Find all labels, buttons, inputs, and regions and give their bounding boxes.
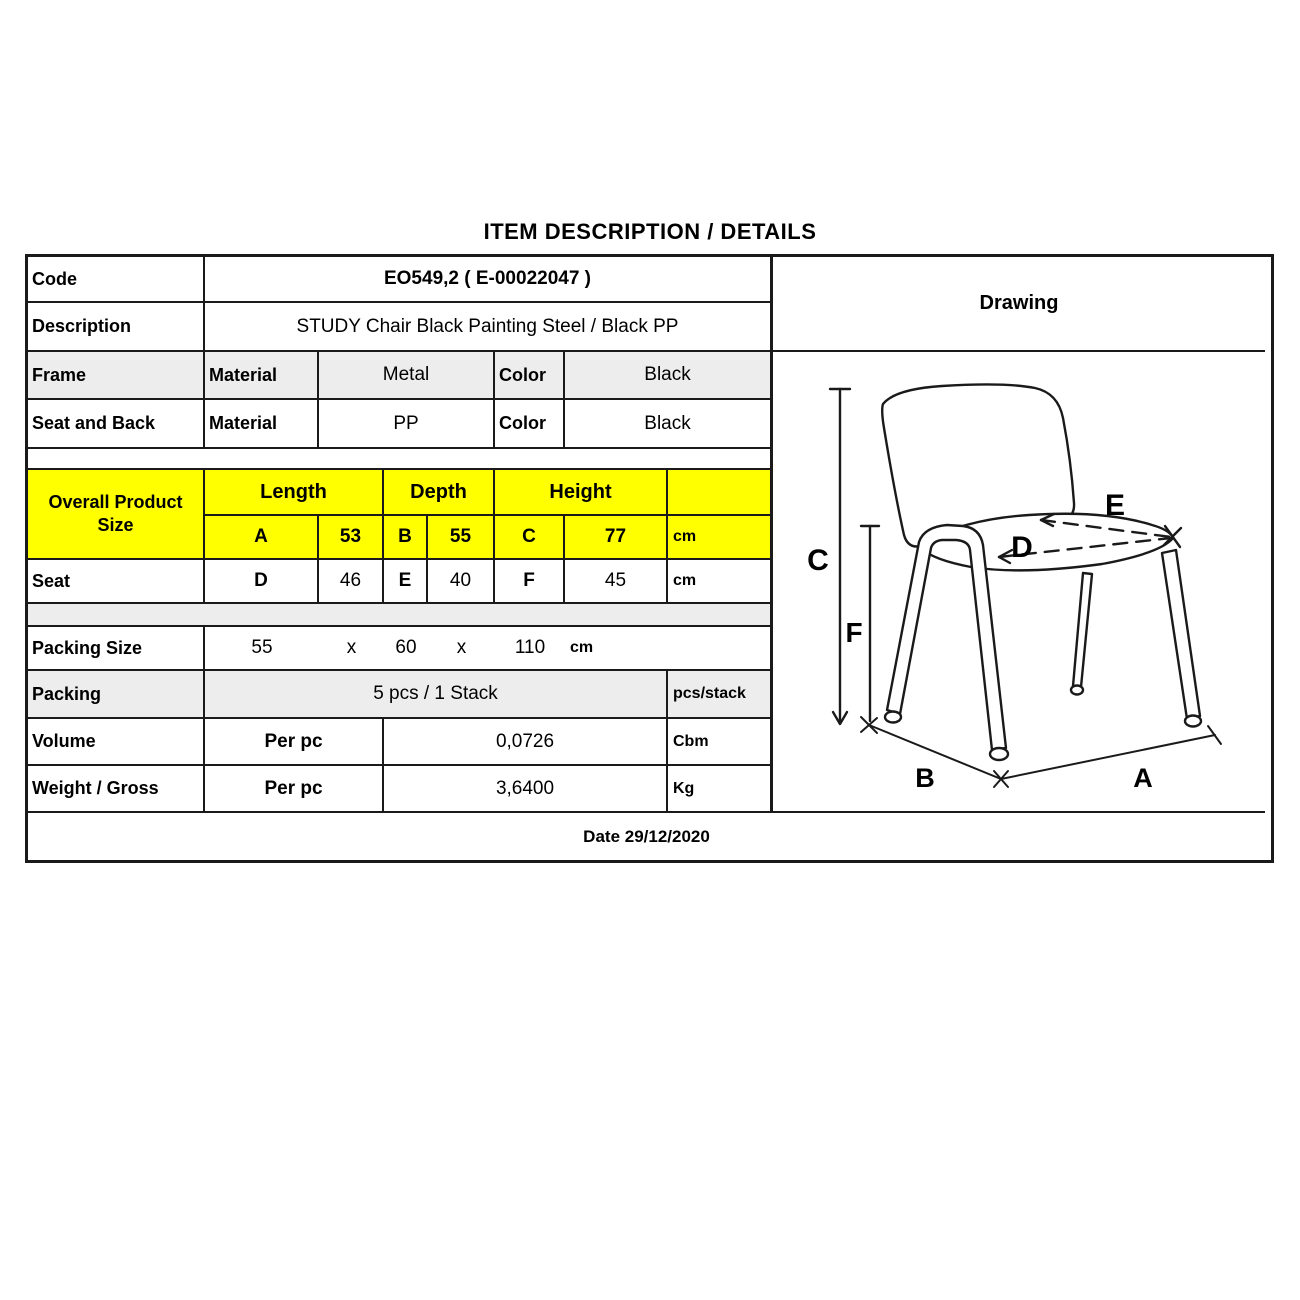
- chair-back-right-leg: [1071, 573, 1092, 695]
- code-row: [28, 257, 770, 303]
- dim-c-value: 77: [565, 516, 668, 558]
- seat-back-material-label: Material: [205, 400, 319, 447]
- weight-value: 3,6400: [384, 766, 668, 811]
- packing-size-row: [28, 627, 770, 671]
- packing-size-value-3: 110: [514, 637, 546, 658]
- dim-c-key: C: [495, 516, 565, 558]
- packing-size-value-2: 60: [395, 637, 417, 658]
- packing-size-sep-2: x: [456, 637, 467, 658]
- drawing-label-a: A: [1133, 763, 1153, 793]
- chair-drawing: [773, 352, 1266, 809]
- seat-back-row: [28, 400, 770, 449]
- length-header: Length: [205, 470, 384, 514]
- packing-unit: pcs/stack: [673, 685, 746, 702]
- volume-label: Volume: [28, 719, 205, 764]
- overall-unit: cm: [673, 528, 697, 545]
- overall-size-block: [28, 470, 770, 560]
- dim-d-value: 46: [319, 560, 384, 602]
- seat-back-color-value: Black: [644, 412, 691, 434]
- dim-f-key: F: [495, 560, 565, 602]
- drawing-label-d: D: [1011, 531, 1033, 564]
- spacer-row-1: [28, 449, 770, 470]
- seat-dimensions-row: [28, 560, 770, 604]
- weight-row: [28, 766, 770, 813]
- volume-value: 0,0726: [384, 719, 668, 764]
- seat-label: Seat: [28, 560, 205, 602]
- frame-label: Frame: [28, 352, 205, 398]
- empty-header-cell: [668, 470, 770, 514]
- dim-a-value: 53: [319, 516, 384, 558]
- weight-unit: Kg: [673, 779, 695, 797]
- drawing-label-e: E: [1104, 489, 1126, 522]
- frame-color-value: Black: [644, 364, 691, 385]
- date-row: [28, 813, 1265, 860]
- description-label: Description: [28, 303, 205, 350]
- date-value: Date 29/12/2020: [583, 826, 710, 846]
- packing-size-unit: cm: [570, 639, 594, 656]
- packing-row: [28, 671, 770, 719]
- seat-back-label: Seat and Back: [28, 400, 205, 447]
- depth-header: Depth: [384, 470, 495, 514]
- description-value: STUDY Chair Black Painting Steel / Black PP: [296, 315, 679, 337]
- dim-b-key: B: [384, 516, 428, 558]
- dim-f-value: 45: [565, 560, 668, 602]
- drawing-label-b: B: [915, 763, 935, 793]
- overall-values-row: [205, 516, 770, 558]
- volume-per: Per pc: [205, 719, 384, 764]
- packing-value: 5 pcs / 1 Stack: [205, 671, 668, 717]
- weight-per: Per pc: [205, 766, 384, 811]
- volume-unit: Cbm: [673, 732, 709, 750]
- description-row: [28, 303, 770, 352]
- dim-d-key: D: [205, 560, 319, 602]
- drawing-header: Drawing: [773, 257, 1265, 352]
- drawing-label-f: F: [845, 617, 863, 648]
- packing-size-value-1: 55: [251, 637, 273, 658]
- drawing-label-c: C: [807, 544, 829, 577]
- dim-b-value: 55: [428, 516, 495, 558]
- page-title: ITEM DESCRIPTION / DETAILS: [483, 219, 817, 244]
- drawing-cell: [770, 257, 1265, 813]
- dim-e-key: E: [384, 560, 428, 602]
- overall-size-label: Overall Product Size: [28, 470, 205, 558]
- weight-label: Weight / Gross: [28, 766, 205, 811]
- frame-color-label: Color: [495, 352, 565, 398]
- dimension-headers-row: [205, 470, 770, 516]
- seat-back-material-value: PP: [319, 400, 495, 447]
- volume-row: [28, 719, 770, 766]
- dim-e-value: 40: [428, 560, 495, 602]
- frame-row: [28, 352, 770, 400]
- height-header: Height: [495, 470, 668, 514]
- frame-material-label: Material: [205, 352, 319, 398]
- dim-a-key: A: [205, 516, 319, 558]
- details-table: [25, 254, 1274, 863]
- packing-label: Packing: [28, 671, 205, 717]
- packing-size-label: Packing Size: [28, 627, 205, 669]
- spacer-row-2: [28, 604, 770, 627]
- packing-size-sep-1: x: [346, 637, 357, 658]
- seat-unit: cm: [673, 572, 697, 589]
- dim-line-f: [861, 526, 879, 721]
- code-value: EO549,2 ( E-00022047 ): [383, 268, 592, 289]
- seat-back-color-label: Color: [495, 400, 565, 447]
- chair-right-leg: [1162, 550, 1201, 727]
- frame-material-value: Metal: [319, 352, 495, 398]
- dim-line-c: [830, 389, 850, 724]
- code-label: Code: [28, 257, 205, 301]
